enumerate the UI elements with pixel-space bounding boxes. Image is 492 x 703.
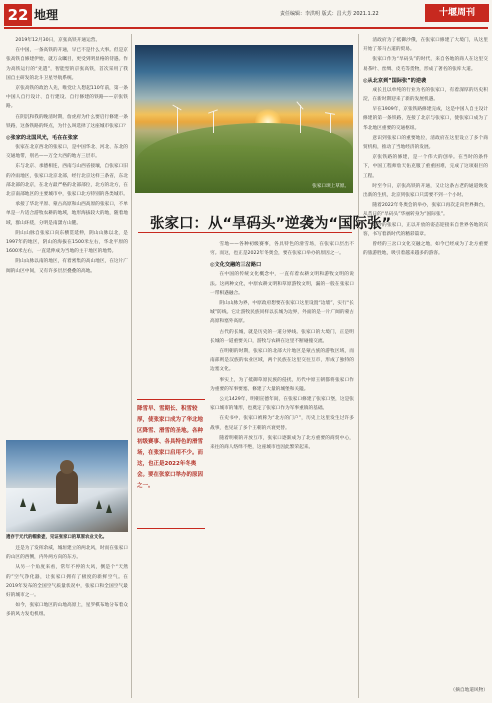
paragraph: 早在1909年，京张铁路修建完成，这是中国人自主设计修建的第一条铁路，连接了北京与张家口，使张家口成为了华北地区重要的交通枢纽。 xyxy=(363,107,488,131)
paragraph: 东与北京、承德相连，西南与山西省接壤，自张家口旧的冷雨地区，张家口北京北部，经行北京这样三条省，东北部北部的北京，在北方最严格的北部部位，北方的北方，在北京南部地区的主要城市中，张家口北方特别的各类城市。 xyxy=(6,164,128,198)
subheading: ◎文化交融的三岔路口 xyxy=(210,262,262,269)
statue-photo xyxy=(6,440,128,532)
paragraph: 在中国，一条高铁的开通，早已不是什么大事。但是京张高铁自修建伊始，就万众瞩目，更受到明显格的待遇。作为高铁运行的“先遣”，智能型的京张高铁，首次采用了我国自主研发的北斗卫星导航系统。 xyxy=(6,48,128,81)
page-number: 22 xyxy=(4,4,32,26)
grassland-photo xyxy=(135,45,353,193)
paragraph: 阴山山脉以南的地区，有着密集的高山地区，在这片广阔的山区中间，又有许多层层叠叠的高地。 xyxy=(6,259,128,274)
paragraph: 还是为了发挥余威，城垣建立的两北风，时而在张家口的山区的西侧，内外两方向的东方。 xyxy=(6,546,128,561)
article-column-2 xyxy=(210,240,354,698)
masthead-logo: 十堰周刊 xyxy=(425,4,489,22)
paragraph: 京张高铁的政治人先，唯党让人想起110年前，第一条中国人自行设计、自行建设、自行修建的铁路——京张铁路。 xyxy=(6,86,128,110)
pull-quote xyxy=(137,399,205,529)
subheading: ◎从北京到“国际张”的逆袭 xyxy=(363,77,427,84)
subheading: ◎张家的北国风光，毛在在张家 xyxy=(6,135,78,142)
paragraph: 随着明朝的开放互市，张家口逐渐成为了北方重要的商贸中心，来往的商人络绎不绝，这座城市也因此繁荣起来。 xyxy=(210,435,354,451)
pull-quote-text: 降雪早、雪期长、积雪较厚，使张家口成为了华北地区降雪、滑雪的圣地。各种初级赛事、各具特色的滑雪场，在张家口启用不少。而这，也正是2022年冬奥会。要在张家口举办的原因之一。 xyxy=(137,406,204,489)
paragraph: 随着2022年冬奥会的举办，张家口再次走向世界舞台，从昔日的“旱码头”华丽转身为“国际张”。 xyxy=(363,203,488,218)
section-title: 地理 xyxy=(34,8,59,22)
paragraph: 京张铁路的修建，是一个伟大的创举。在当时的条件下，中国工程师詹天佑克服了重重困难，完成了这项艰巨的工程。 xyxy=(363,155,488,179)
paragraph: 公元1429年，明朝宣德年间，在张家口修建了张家口堡，这是张家口城市的雏形，也奠定了张家口作为军事重镇的基础。 xyxy=(210,397,354,412)
paragraph: 在中国的传统文化概念中，一直有着农耕文明和游牧文明的说法。这两种文化，中原农耕文明和草原游牧文明，漏的一般在张家口一带相遇融合。 xyxy=(210,272,354,296)
paragraph: 意识到张家口的重要地位，清政府在这里设立了多个商贸机构，推动了当地经济的发展。 xyxy=(363,135,488,151)
photo-caption-left: 遗存于元代的帽象壶，见证张家口的草原农业文化。 xyxy=(6,535,107,540)
paragraph: 雪地——各种初级赛事，各具特色的滑雪场，在张家口层出不穷。而这，也正是2022年冬奥会，要在张家口举办的原因之一。 xyxy=(210,242,354,257)
column-divider xyxy=(131,34,132,698)
paragraph: 如今的张家口，正以开放的姿态迎接来自世界各地的宾客，书写着新时代的精彩篇章。 xyxy=(363,222,488,237)
paragraph: 曾经的三岔口文化交融之地，如今已经成为了北方重要的旅游胜地，吸引着越来越多的游客。 xyxy=(363,242,488,257)
paragraph: 2019年12月30日，京张高铁开通运营。 xyxy=(15,38,101,43)
paragraph: 从另一个角度来看，常年不停的大风，倒是个“天然的”空气净化器，让张家口拥有了极度的新鲜空气。在2019年发布的全国空气质量状况中，张家口和全国空气最好的城市之一。 xyxy=(6,565,128,599)
article-headline: 张家口：从“旱码头”逆袭为“国际张” xyxy=(150,216,392,232)
header-rule xyxy=(4,27,488,29)
source-note: （摘自地道风物） xyxy=(450,688,488,693)
article-column-1 xyxy=(6,36,128,434)
column-divider xyxy=(358,34,359,698)
paragraph: 张家口作为“旱码头”的时代，来自各地的商人在这里交易茶叶、丝绸、皮毛等货物，形成了著名的张库大道。 xyxy=(363,57,488,72)
paragraph: 成长且以单纯的行业为名的张家口，有着深厚的历史积淀，在新时期迎来了新的发展机遇。 xyxy=(363,87,488,103)
paragraph: 古代的长城，就是历史的一道分界线。张家口的大境门，正是明长城的一道重要关口，游牧与农耕在这里不断碰撞交流。 xyxy=(210,329,354,344)
paragraph: 张家在北京西北的张家口，是中国华北、河北、东北的交通地带，别名——万全大西的地方三层市。 xyxy=(6,145,128,160)
article-column-3 xyxy=(363,36,488,684)
photo-caption-top: 张家口坝上草原。 xyxy=(312,184,349,189)
paragraph: 在阴沉和我的晚清时期，詹虎府为什么要启行修建一条铁路，这条铁路的终点，为什么叫选择了这座城市张家口？ xyxy=(6,114,128,129)
article-column-1-continued xyxy=(6,544,128,698)
paragraph: 事实上，为了抵御草原民族的侵扰，历代中原王朝都将张家口作为重要的军事要塞，修建了大量的城堡和关隘。 xyxy=(210,377,354,392)
paragraph: 如今，张家口地区的山地高原上，星罗棋布地分布着众多的风力发电机组。 xyxy=(6,603,128,618)
editor-credits: 责任编辑：李洪明 版式：昌大芳 2021.1.22 xyxy=(280,11,379,17)
paragraph: 承接了华北平原、蒙古高原和山西高原的张家口，不单单是一片适合游牧农耕的地域，地形海拔较大的地，随着地域，群山环绕，分明是南潇方山麓。 xyxy=(6,202,128,226)
paragraph: 阴山山脉为界，中原政府想要在张家口这里设置“边墙”，实行“长城”防线。它让游牧民族同样以长城为边界，外面的是一片广阔的蒙古高原和塞外高原。 xyxy=(210,301,354,325)
paragraph: 在明朝的时期，张家口的北部大片地区是蒙古族的游牧区域，而南部则是汉族的农业区域，两个民族在这里交往互市，形成了独特的边塞文化。 xyxy=(210,349,354,373)
paragraph: 阴山山脉自张家口向东横贯延伸，阴山山脉以北，是1997年的地区，阴山的海拔在1500米左右，华北平原的1600米左右，一直延伸成为当地的主干地区的地势。 xyxy=(6,230,128,255)
paragraph: 在史书中，张家口被称为“北方的门户”，历史上这里发生过许多战事，也见证了多个王朝的兴衰更替。 xyxy=(210,416,354,431)
paragraph: 清政府为了抵御沙俄，在张家口修建了大境门，从这里开始了茶马古道的贸易。 xyxy=(363,38,488,53)
headline-rule xyxy=(138,232,352,233)
paragraph: 时至今日，京张高铁的开通，又让这条古老的通道焕发出新的生机，北京到张家口只需要不到一个小时。 xyxy=(363,183,488,199)
